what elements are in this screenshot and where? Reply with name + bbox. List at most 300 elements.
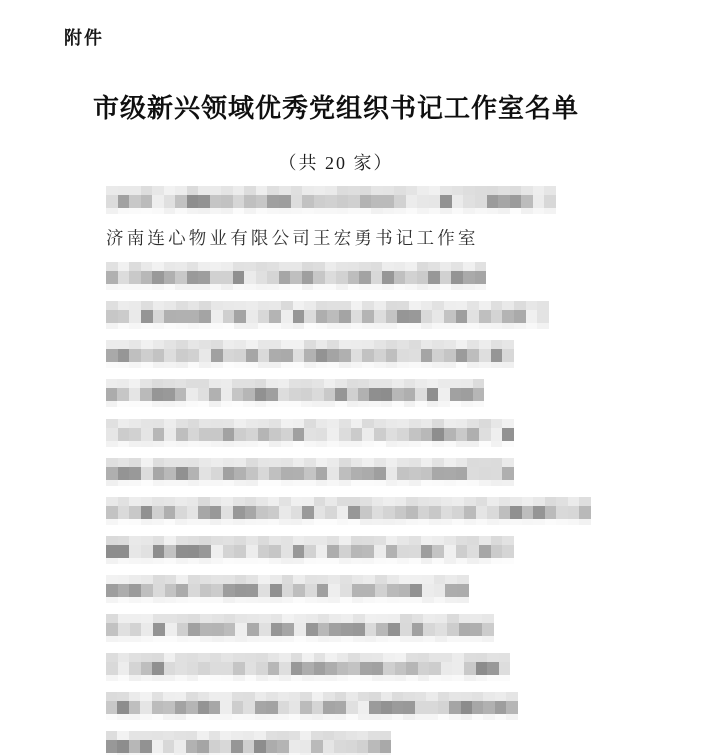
mosaic-column	[339, 536, 351, 564]
mosaic-column	[427, 379, 438, 407]
mosaic-column	[198, 653, 210, 681]
mosaic-column	[415, 379, 426, 407]
mosaic-column	[406, 653, 418, 681]
mosaic-column	[464, 653, 476, 681]
mosaic-column	[409, 536, 421, 564]
mosaic-column	[269, 536, 281, 564]
mosaic-column	[246, 340, 258, 368]
mosaic-column	[335, 692, 346, 720]
mosaic-column	[209, 379, 220, 407]
studio-list	[106, 184, 666, 755]
mosaic-column	[363, 575, 375, 603]
mosaic-column	[434, 575, 446, 603]
mosaic-column	[243, 379, 254, 407]
redacted-list-row	[106, 301, 666, 338]
mosaic-column	[291, 186, 303, 214]
mosaic-column	[118, 186, 130, 214]
mosaic-column	[210, 262, 222, 290]
mosaic-column	[220, 731, 231, 755]
mosaic-column	[325, 262, 337, 290]
mosaic-column	[421, 419, 433, 447]
mosaic-column	[412, 614, 424, 642]
mosaic-column	[476, 653, 488, 681]
mosaic-column	[526, 301, 538, 329]
mosaic-column	[428, 262, 440, 290]
mosaic-column	[140, 731, 151, 755]
mosaic-column	[106, 458, 118, 486]
mosaic-column	[452, 497, 464, 525]
mosaic-column	[404, 379, 415, 407]
mosaic-column	[487, 186, 499, 214]
mosaic-column	[200, 575, 212, 603]
mosaic-column	[141, 301, 153, 329]
mosaic-column	[152, 653, 164, 681]
mosaic-column	[386, 340, 398, 368]
mosaic-column	[267, 186, 279, 214]
mosaic-column	[176, 340, 188, 368]
mosaic-column	[175, 692, 186, 720]
mosaic-column	[153, 458, 165, 486]
mosaic-column	[152, 186, 164, 214]
mosaic-column	[223, 575, 235, 603]
mosaic-column	[141, 186, 153, 214]
mosaic-column	[362, 301, 374, 329]
document-title: 市级新兴领域优秀党组织书记工作室名单	[92, 94, 579, 123]
mosaic-column	[118, 262, 130, 290]
mosaic-column	[174, 731, 185, 755]
mosaic-column	[467, 340, 479, 368]
mosaic-column	[301, 379, 312, 407]
mosaic-column	[418, 653, 430, 681]
mosaic-column	[467, 419, 479, 447]
mosaic-column	[164, 458, 176, 486]
mosaic-column	[163, 379, 174, 407]
mosaic-column	[289, 379, 300, 407]
mosaic-column	[129, 536, 141, 564]
mosaic-column	[444, 301, 456, 329]
mosaic-column	[491, 340, 503, 368]
mosaic-column	[444, 340, 456, 368]
mosaic-column	[302, 653, 314, 681]
mosaic-column	[186, 692, 197, 720]
mosaic-column	[279, 186, 291, 214]
mosaic-column	[153, 614, 165, 642]
mosaic-column	[211, 419, 223, 447]
mosaic-column	[223, 340, 235, 368]
mosaic-column	[374, 419, 386, 447]
mosaic-column	[232, 379, 243, 407]
mosaic-column	[325, 653, 337, 681]
mosaic-column	[245, 497, 257, 525]
mosaic-column	[221, 653, 233, 681]
mosaic-column	[449, 692, 460, 720]
mosaic-column	[312, 379, 323, 407]
mosaic-column	[198, 379, 209, 407]
mosaic-column	[457, 575, 469, 603]
mosaic-column	[360, 186, 372, 214]
mosaic-column	[106, 379, 117, 407]
mosaic-column	[380, 731, 391, 755]
mosaic-column	[175, 186, 187, 214]
mosaic-column	[254, 731, 265, 755]
mosaic-column	[369, 379, 380, 407]
mosaic-column	[374, 301, 386, 329]
mosaic-column	[450, 379, 461, 407]
mosaic-column	[362, 536, 374, 564]
mosaic-column	[256, 653, 268, 681]
mosaic-column	[421, 340, 433, 368]
mosaic-band	[106, 497, 591, 525]
mosaic-column	[304, 419, 316, 447]
mosaic-column	[506, 692, 517, 720]
mosaic-column	[483, 692, 494, 720]
mosaic-column	[346, 731, 357, 755]
mosaic-column	[175, 379, 186, 407]
mosaic-column	[224, 614, 236, 642]
mosaic-column	[221, 186, 233, 214]
mosaic-column	[129, 186, 141, 214]
mosaic-column	[491, 419, 503, 447]
mosaic-column	[304, 536, 316, 564]
mosaic-column	[129, 419, 141, 447]
mosaic-column	[129, 575, 141, 603]
mosaic-column	[476, 497, 488, 525]
mosaic-column	[176, 301, 188, 329]
mosaic-column	[410, 575, 422, 603]
mosaic-column	[234, 536, 246, 564]
mosaic-column	[381, 692, 392, 720]
mosaic-column	[199, 419, 211, 447]
redacted-list-row	[106, 497, 666, 534]
mosaic-column	[188, 419, 200, 447]
mosaic-column	[187, 262, 199, 290]
mosaic-column	[429, 497, 441, 525]
mosaic-column	[314, 186, 326, 214]
redacted-list-row	[106, 340, 666, 377]
mosaic-column	[198, 262, 210, 290]
mosaic-column	[353, 614, 365, 642]
mosaic-band	[106, 692, 518, 720]
mosaic-column	[211, 340, 223, 368]
mosaic-band	[106, 614, 494, 642]
mosaic-column	[444, 536, 456, 564]
mosaic-column	[451, 262, 463, 290]
mosaic-column	[164, 340, 176, 368]
mosaic-column	[397, 536, 409, 564]
mosaic-column	[293, 458, 305, 486]
mosaic-column	[233, 653, 245, 681]
mosaic-column	[165, 575, 177, 603]
mosaic-column	[348, 186, 360, 214]
mosaic-column	[302, 262, 314, 290]
mosaic-column	[106, 575, 118, 603]
attachment-label: 附件	[64, 28, 104, 48]
mosaic-column	[510, 186, 522, 214]
list-entry-row	[106, 223, 666, 260]
mosaic-column	[221, 379, 232, 407]
mosaic-column	[362, 458, 374, 486]
mosaic-column	[129, 497, 141, 525]
mosaic-column	[360, 653, 372, 681]
mosaic-column	[176, 419, 188, 447]
mosaic-column	[164, 262, 176, 290]
mosaic-band	[106, 419, 514, 447]
mosaic-column	[383, 186, 395, 214]
mosaic-column	[381, 379, 392, 407]
mosaic-column	[544, 186, 556, 214]
mosaic-band	[106, 301, 549, 329]
mosaic-column	[426, 692, 437, 720]
mosaic-column	[187, 653, 199, 681]
mosaic-column	[255, 379, 266, 407]
mosaic-column	[140, 692, 151, 720]
mosaic-column	[268, 653, 280, 681]
mosaic-column	[397, 340, 409, 368]
mosaic-column	[351, 340, 363, 368]
mosaic-column	[106, 614, 118, 642]
mosaic-column	[415, 692, 426, 720]
mosaic-column	[510, 497, 522, 525]
mosaic-column	[294, 614, 306, 642]
mosaic-column	[472, 692, 483, 720]
mosaic-column	[452, 186, 464, 214]
mosaic-column	[245, 653, 257, 681]
mosaic-column	[130, 614, 142, 642]
mosaic-column	[106, 731, 117, 755]
mosaic-column	[429, 186, 441, 214]
mosaic-column	[188, 536, 200, 564]
mosaic-column	[118, 653, 130, 681]
mosaic-column	[256, 262, 268, 290]
mosaic-column	[293, 340, 305, 368]
mosaic-column	[447, 614, 459, 642]
mosaic-column	[395, 497, 407, 525]
mosaic-column	[129, 379, 140, 407]
mosaic-column	[278, 379, 289, 407]
mosaic-column	[188, 301, 200, 329]
mosaic-column	[258, 301, 270, 329]
mosaic-column	[293, 419, 305, 447]
mosaic-column	[452, 653, 464, 681]
mosaic-column	[475, 186, 487, 214]
mosaic-column	[281, 458, 293, 486]
mosaic-column	[246, 458, 258, 486]
mosaic-column	[386, 458, 398, 486]
mosaic-column	[243, 731, 254, 755]
mosaic-column	[233, 186, 245, 214]
mosaic-column	[291, 497, 303, 525]
mosaic-column	[365, 614, 377, 642]
redacted-list-row	[106, 575, 666, 612]
mosaic-column	[209, 692, 220, 720]
mosaic-column	[106, 419, 118, 447]
redacted-list-row	[106, 379, 666, 416]
mosaic-column	[212, 614, 224, 642]
mosaic-column	[556, 497, 568, 525]
mosaic-column	[533, 497, 545, 525]
mosaic-column	[268, 497, 280, 525]
mosaic-column	[200, 614, 212, 642]
mosaic-column	[440, 186, 452, 214]
entry-text: 济南连心物业有限公司王宏勇书记工作室	[106, 228, 479, 249]
mosaic-column	[277, 731, 288, 755]
mosaic-column	[118, 301, 130, 329]
mosaic-column	[371, 262, 383, 290]
mosaic-column	[278, 692, 289, 720]
mosaic-column	[188, 614, 200, 642]
mosaic-column	[118, 575, 130, 603]
mosaic-column	[392, 692, 403, 720]
mosaic-column	[221, 262, 233, 290]
mosaic-column	[221, 497, 233, 525]
mosaic-column	[360, 497, 372, 525]
mosaic-column	[244, 262, 256, 290]
mosaic-column	[106, 653, 118, 681]
mosaic-column	[347, 379, 358, 407]
mosaic-column	[198, 186, 210, 214]
mosaic-column	[467, 536, 479, 564]
mosaic-column	[129, 731, 140, 755]
mosaic-column	[223, 536, 235, 564]
mosaic-column	[289, 692, 300, 720]
mosaic-column	[211, 301, 223, 329]
mosaic-column	[339, 419, 351, 447]
mosaic-column	[106, 186, 118, 214]
mosaic-column	[423, 614, 435, 642]
mosaic-column	[514, 301, 526, 329]
mosaic-column	[141, 419, 153, 447]
mosaic-column	[118, 419, 130, 447]
mosaic-column	[491, 536, 503, 564]
mosaic-column	[386, 536, 398, 564]
redacted-list-row	[106, 692, 666, 729]
mosaic-column	[106, 536, 118, 564]
mosaic-column	[199, 536, 211, 564]
mosaic-column	[463, 262, 475, 290]
mosaic-column	[327, 458, 339, 486]
mosaic-column	[435, 614, 447, 642]
mosaic-column	[406, 497, 418, 525]
mosaic-column	[502, 340, 514, 368]
mosaic-column	[175, 653, 187, 681]
mosaic-column	[521, 186, 533, 214]
mosaic-column	[479, 340, 491, 368]
mosaic-column	[129, 458, 141, 486]
mosaic-column	[223, 301, 235, 329]
mosaic-column	[335, 379, 346, 407]
mosaic-column	[188, 340, 200, 368]
mosaic-column	[340, 575, 352, 603]
mosaic-column	[289, 731, 300, 755]
mosaic-column	[337, 497, 349, 525]
mosaic-column	[362, 340, 374, 368]
mosaic-column	[399, 575, 411, 603]
mosaic-column	[362, 419, 374, 447]
mosaic-column	[348, 262, 360, 290]
mosaic-column	[421, 458, 433, 486]
mosaic-column	[386, 419, 398, 447]
mosaic-column	[432, 301, 444, 329]
mosaic-column	[441, 653, 453, 681]
mosaic-column	[374, 536, 386, 564]
mosaic-column	[129, 340, 141, 368]
mosaic-column	[339, 458, 351, 486]
mosaic-column	[463, 186, 475, 214]
mosaic-column	[304, 458, 316, 486]
mosaic-column	[153, 536, 165, 564]
mosaic-column	[498, 186, 510, 214]
mosaic-column	[293, 301, 305, 329]
mosaic-band	[106, 536, 514, 564]
mosaic-column	[456, 536, 468, 564]
mosaic-column	[409, 340, 421, 368]
mosaic-column	[487, 653, 499, 681]
mosaic-column	[314, 653, 326, 681]
mosaic-column	[394, 186, 406, 214]
mosaic-column	[537, 301, 549, 329]
mosaic-column	[372, 497, 384, 525]
mosaic-column	[341, 614, 353, 642]
mosaic-column	[388, 614, 400, 642]
mosaic-column	[175, 497, 187, 525]
mosaic-column	[140, 379, 151, 407]
mosaic-column	[352, 575, 364, 603]
mosaic-column	[141, 458, 153, 486]
mosaic-column	[336, 262, 348, 290]
mosaic-column	[199, 301, 211, 329]
mosaic-column	[421, 536, 433, 564]
mosaic-column	[271, 614, 283, 642]
mosaic-column	[300, 692, 311, 720]
mosaic-column	[394, 262, 406, 290]
mosaic-column	[346, 692, 357, 720]
mosaic-column	[502, 419, 514, 447]
mosaic-column	[118, 340, 130, 368]
mosaic-column	[328, 575, 340, 603]
mosaic-column	[351, 419, 363, 447]
mosaic-column	[141, 653, 153, 681]
mosaic-column	[502, 301, 514, 329]
mosaic-column	[118, 536, 130, 564]
mosaic-column	[164, 301, 176, 329]
mosaic-column	[293, 575, 305, 603]
mosaic-band	[106, 340, 514, 368]
mosaic-column	[397, 458, 409, 486]
mosaic-column	[106, 340, 118, 368]
mosaic-column	[568, 497, 580, 525]
mosaic-column	[432, 419, 444, 447]
mosaic-column	[358, 379, 369, 407]
mosaic-column	[464, 497, 476, 525]
mosaic-column	[491, 458, 503, 486]
mosaic-column	[234, 301, 246, 329]
mosaic-column	[444, 419, 456, 447]
mosaic-column	[422, 575, 434, 603]
mosaic-column	[211, 458, 223, 486]
mosaic-column	[432, 340, 444, 368]
mosaic-column	[470, 614, 482, 642]
document-header	[0, 88, 672, 175]
mosaic-column	[269, 419, 281, 447]
mosaic-column	[313, 262, 325, 290]
mosaic-column	[316, 536, 328, 564]
mosaic-column	[152, 262, 164, 290]
mosaic-column	[256, 497, 268, 525]
mosaic-column	[281, 301, 293, 329]
mosaic-column	[164, 536, 176, 564]
mosaic-column	[545, 497, 557, 525]
mosaic-column	[279, 262, 291, 290]
